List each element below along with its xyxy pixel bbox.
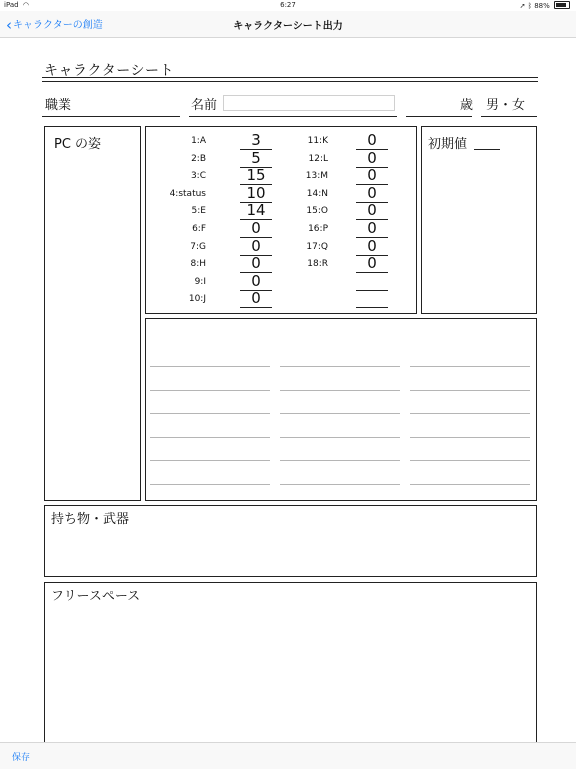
stat-label: 2:B	[191, 153, 206, 164]
stat-label: 7:G	[190, 241, 206, 252]
stat-label: 10:J	[188, 294, 206, 305]
stat-value[interactable]: 0	[240, 290, 272, 308]
stat-label: 1:A	[191, 136, 206, 146]
stat-value[interactable]: 5	[240, 150, 272, 168]
skill-line	[150, 437, 270, 438]
skill-line	[150, 390, 270, 391]
skill-line	[280, 437, 400, 438]
skill-line	[410, 437, 530, 438]
stat-value[interactable]: 3	[240, 132, 272, 150]
stat-label: 16:P	[308, 224, 328, 234]
skill-line	[150, 413, 270, 414]
title-divider-top	[42, 77, 538, 78]
skill-line	[410, 413, 530, 414]
status-bar	[0, 0, 576, 11]
stat-label: 8:H	[190, 259, 206, 270]
name-underline	[189, 116, 397, 117]
skill-line	[150, 484, 270, 485]
back-label: キャラクターの創造	[13, 20, 103, 31]
name-label: 名前	[191, 98, 218, 113]
battery-icon	[554, 1, 570, 9]
navigation-bar	[0, 11, 576, 38]
stat-value[interactable]: 0	[356, 150, 388, 168]
skill-line	[280, 484, 400, 485]
stat-value[interactable]: 0	[240, 273, 272, 291]
title-divider-bottom	[42, 81, 538, 82]
initial-value-label: 初期値	[428, 137, 468, 152]
skill-line	[280, 413, 400, 414]
save-button[interactable]: 保存	[12, 753, 31, 763]
pc-figure-box	[44, 126, 141, 501]
free-space-box	[44, 582, 537, 744]
stat-label: 5:E	[191, 206, 206, 217]
free-space-label: フリースペース	[51, 589, 141, 604]
stat-value[interactable]: 15	[240, 167, 272, 185]
bottom-toolbar	[0, 742, 576, 769]
stat-value[interactable]: 0	[356, 132, 388, 150]
skill-line	[150, 366, 270, 367]
stat-value[interactable]: 0	[240, 255, 272, 273]
stat-value[interactable]: 0	[356, 185, 388, 203]
stat-value[interactable]: 0	[356, 202, 388, 220]
gender-label: 男・女	[486, 98, 526, 113]
pc-figure-label: PC の姿	[54, 137, 102, 152]
stat-label: 13:M	[305, 171, 328, 182]
stat-value[interactable]: 10	[240, 185, 272, 203]
stat-label: 15:O	[306, 206, 328, 217]
stat-value[interactable]: 0	[356, 220, 388, 238]
stat-value[interactable]: 14	[240, 202, 272, 220]
occupation-label: 職業	[45, 98, 72, 113]
initial-value-blank	[474, 149, 500, 150]
stat-value[interactable]: 0	[356, 255, 388, 273]
stat-label: 9:I	[194, 276, 206, 287]
stats-box	[145, 126, 417, 314]
stat-label: 18:R	[307, 259, 328, 270]
skill-line	[410, 460, 530, 461]
skill-line	[150, 460, 270, 461]
stat-value[interactable]	[356, 290, 388, 308]
skill-line	[280, 366, 400, 367]
nav-title: キャラクターシート出力	[233, 21, 343, 32]
bluetooth-icon: ᛒ	[527, 2, 532, 10]
skill-line	[410, 484, 530, 485]
name-field[interactable]	[223, 95, 395, 111]
gender-underline	[481, 116, 537, 117]
initial-value-box	[421, 126, 537, 314]
stat-value[interactable]: 0	[356, 167, 388, 185]
location-icon: ➚	[519, 2, 526, 10]
sheet-title: キャラクターシート	[44, 63, 174, 79]
stat-label: 17:Q	[306, 241, 328, 252]
items-box	[44, 505, 537, 577]
stat-value[interactable]	[356, 273, 388, 291]
wifi-icon: ◠	[22, 1, 29, 9]
stat-label: 6:F	[192, 224, 206, 234]
skill-line	[410, 390, 530, 391]
skill-line	[280, 390, 400, 391]
age-label: 歳	[460, 98, 474, 113]
occupation-underline	[42, 116, 180, 117]
stat-label: 12:L	[308, 153, 328, 164]
stat-value[interactable]: 0	[240, 238, 272, 256]
stat-value[interactable]: 0	[356, 238, 388, 256]
status-time: 6:27	[280, 1, 296, 9]
stat-label: 14:N	[306, 188, 328, 199]
device-label: iPad	[4, 1, 19, 9]
stat-label: 11:K	[307, 136, 328, 146]
age-underline	[406, 116, 472, 117]
stat-label: 4:status	[169, 188, 206, 199]
skill-line	[280, 460, 400, 461]
status-right	[520, 1, 570, 10]
skill-line	[410, 366, 530, 367]
stat-value[interactable]: 0	[240, 220, 272, 238]
stat-label: 3:C	[190, 171, 206, 182]
skills-box	[145, 318, 537, 501]
chevron-left-icon: ‹	[6, 16, 12, 34]
battery-percent: 88%	[534, 2, 550, 10]
items-label: 持ち物・武器	[51, 512, 130, 527]
